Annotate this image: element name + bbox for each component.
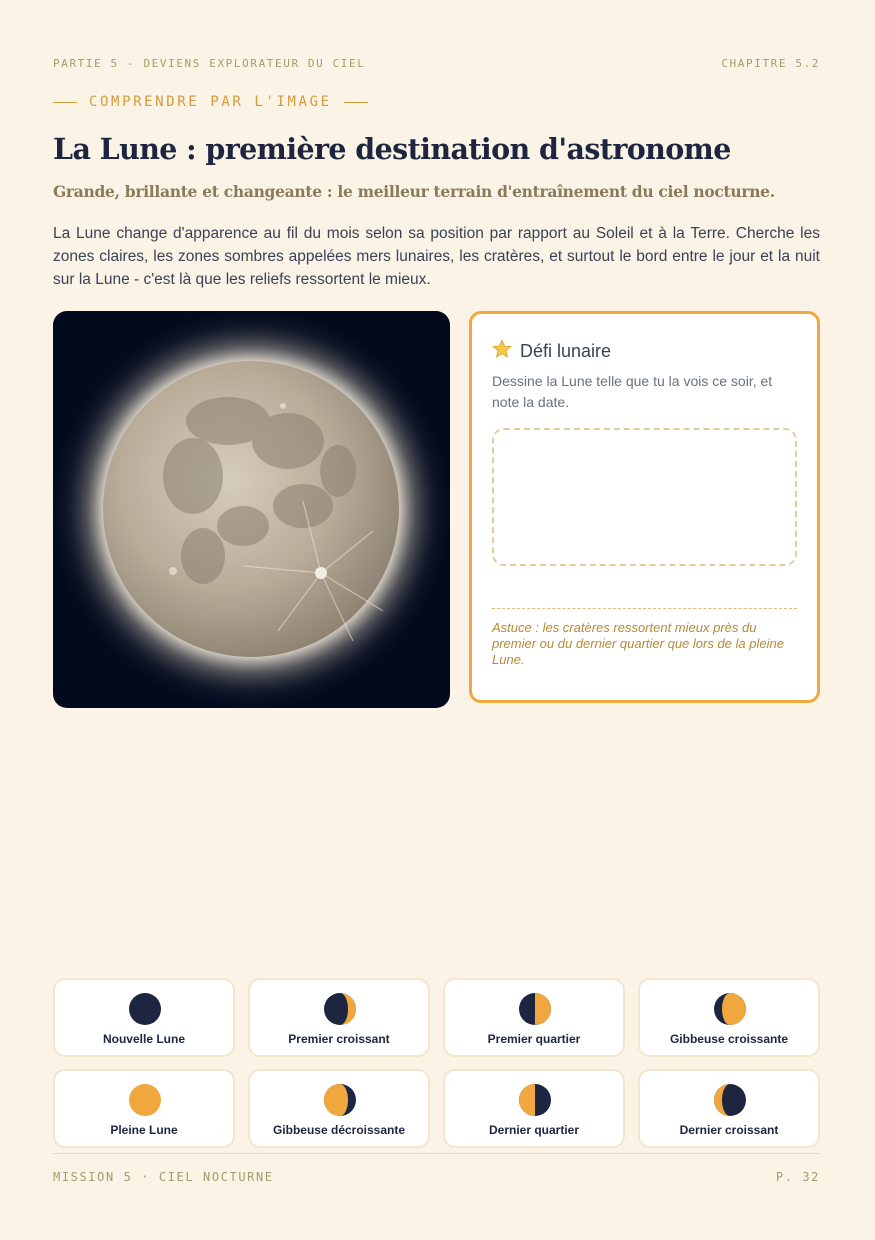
moon-phase-icon xyxy=(519,1084,551,1116)
phase-card xyxy=(638,1069,820,1148)
phase-label: Nouvelle Lune xyxy=(102,1032,185,1046)
kicker-rule-right xyxy=(344,102,368,103)
challenge-card xyxy=(469,311,820,703)
intro-paragraph: La Lune change d'apparence au fil du mois selon sa position par rapport au Soleil et à la Terre. Cherche les zones claires, les zones sombres appelées mers lunaires, les cratères, et surtout le bord entre le jour et la nuit sur la Lune - c'est là que les reliefs ressortent le mieux. xyxy=(53,225,820,288)
moon-phase-icon xyxy=(324,993,356,1025)
phase-label: Gibbeuse décroissante xyxy=(272,1123,406,1137)
moon-phase-icon xyxy=(714,1084,746,1116)
phase-card xyxy=(53,978,235,1057)
moon-phase-icon xyxy=(714,993,746,1025)
phase-label: Gibbeuse croissante xyxy=(669,1032,789,1046)
phase-label: Dernier croissant xyxy=(679,1123,779,1137)
moon-phase-icon xyxy=(519,993,551,1025)
challenge-tip: Astuce : les cratères ressortent mieux près du premier ou du dernier quartier que lors de la pleine Lune. xyxy=(492,620,784,667)
full-moon-image xyxy=(53,311,450,708)
moon-phases-grid xyxy=(53,978,820,1148)
moon-phase-icon xyxy=(324,1084,356,1116)
drawing-area[interactable] xyxy=(492,428,797,566)
challenge-instruction: Dessine la Lune telle que tu la vois ce soir, et note la date. xyxy=(492,373,773,410)
phase-label: Dernier quartier xyxy=(488,1123,580,1137)
phase-card xyxy=(638,978,820,1057)
page-title: La Lune : première destination d'astronome xyxy=(53,132,731,166)
phase-label: Pleine Lune xyxy=(110,1123,178,1137)
challenge-header xyxy=(492,339,611,364)
chapter-label: CHAPITRE 5.2 xyxy=(721,57,820,70)
kicker-text: COMPRENDRE PAR L'IMAGE xyxy=(89,94,332,110)
challenge-title: Défi lunaire xyxy=(520,341,612,361)
phase-card xyxy=(248,1069,430,1148)
footer-divider xyxy=(53,1153,820,1154)
page-subtitle: Grande, brillante et changeante : le meilleur terrain d'entraînement du ciel nocturne. xyxy=(53,182,775,201)
phase-card xyxy=(248,978,430,1057)
moon-phase-icon xyxy=(129,1084,161,1116)
section-kicker xyxy=(53,92,380,112)
kicker-rule-left xyxy=(53,102,77,103)
phase-card xyxy=(53,1069,235,1148)
page-number: P. 32 xyxy=(775,1170,820,1184)
date-line xyxy=(492,608,797,609)
phase-card xyxy=(443,978,625,1057)
moon-photo xyxy=(53,311,450,708)
phase-card xyxy=(443,1069,625,1148)
moon-phase-icon xyxy=(129,993,161,1025)
phase-label: Premier quartier xyxy=(487,1032,581,1046)
footer-mission: MISSION 5 · CIEL NOCTURNE xyxy=(53,1170,274,1184)
part-label: PARTIE 5 - DEVIENS EXPLORATEUR DU CIEL xyxy=(53,57,366,70)
phase-label: Premier croissant xyxy=(288,1032,390,1046)
star-icon xyxy=(492,339,512,364)
